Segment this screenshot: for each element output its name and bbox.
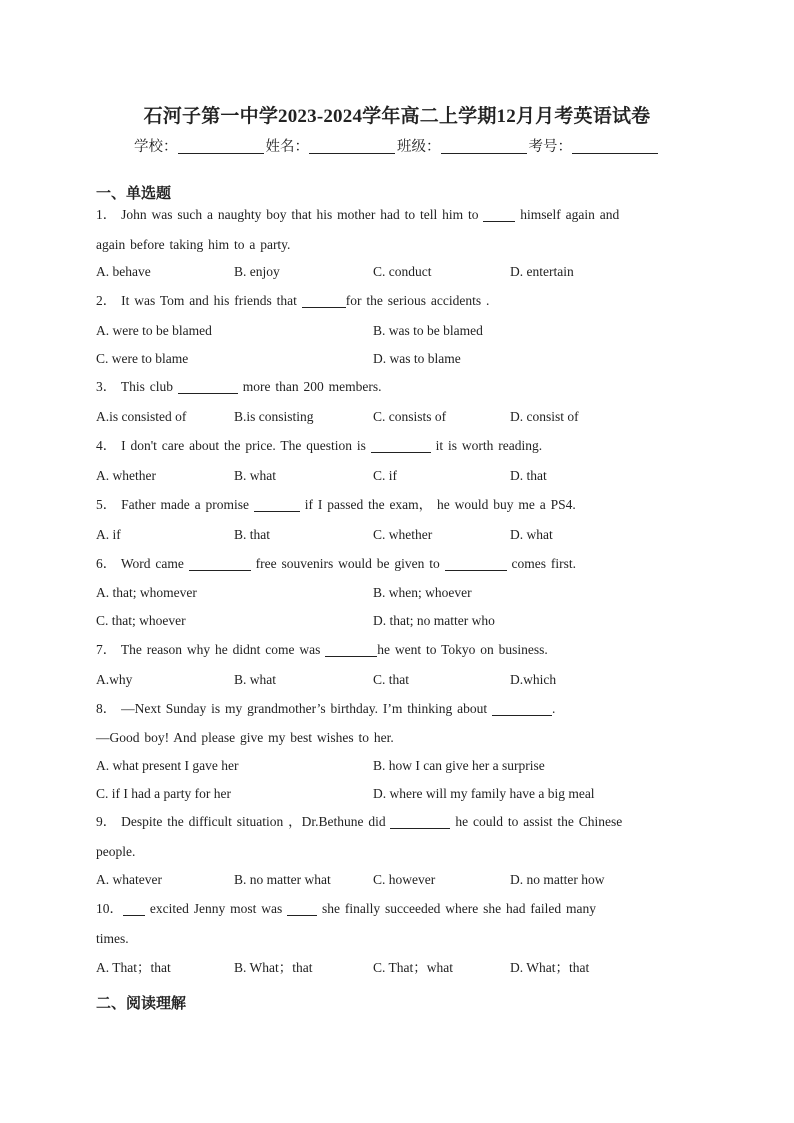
question-number: 8． xyxy=(96,701,117,716)
question-number: 3． xyxy=(96,379,117,394)
question-number: 10． xyxy=(96,901,123,916)
option-a[interactable]: A.why xyxy=(96,672,133,687)
class-label: 班级： xyxy=(397,139,441,155)
class-blank[interactable] xyxy=(441,139,527,154)
question-text: free souvenirs would be given to xyxy=(255,556,440,571)
question-7-stem xyxy=(96,641,696,659)
question-text: more than 200 members. xyxy=(242,379,382,394)
student-info-line xyxy=(0,135,794,156)
option-d[interactable]: D. what xyxy=(510,527,553,542)
option-d[interactable]: D.which xyxy=(510,672,557,687)
question-9-stem-cont: people. xyxy=(96,844,136,859)
answer-blank xyxy=(390,814,450,829)
option-c[interactable]: C. conduct xyxy=(373,264,432,279)
option-d[interactable]: D. that; no matter who xyxy=(373,613,495,628)
school-label: 学校： xyxy=(134,139,178,155)
option-a[interactable]: A. if xyxy=(96,527,121,542)
number-blank[interactable] xyxy=(572,139,658,154)
question-4-stem xyxy=(96,437,696,455)
option-d[interactable]: D. was to blame xyxy=(373,351,461,366)
number-label: 考号： xyxy=(528,139,572,155)
answer-blank xyxy=(123,901,145,916)
option-c[interactable]: C. consists of xyxy=(373,409,447,424)
option-a[interactable]: A. behave xyxy=(96,264,151,279)
question-text: I don't care about the price. The question is xyxy=(121,438,366,453)
question-text: excited Jenny most was xyxy=(149,901,283,916)
school-blank[interactable] xyxy=(178,139,264,154)
question-text: It was Tom and his friends that xyxy=(121,293,297,308)
option-b[interactable]: B. was to be blamed xyxy=(373,323,483,338)
question-6-stem xyxy=(96,555,696,573)
question-3-stem xyxy=(96,378,696,396)
option-b[interactable]: B. how I can give her a surprise xyxy=(373,758,545,773)
option-d[interactable]: D. entertain xyxy=(510,264,574,279)
option-c[interactable]: C. however xyxy=(373,872,436,887)
question-number: 5． xyxy=(96,497,117,512)
option-a[interactable]: A. whether xyxy=(96,468,156,483)
option-d[interactable]: D. no matter how xyxy=(510,872,605,887)
option-d[interactable]: D. where will my family have a big meal xyxy=(373,786,595,801)
answer-blank xyxy=(254,497,300,512)
question-number: 9． xyxy=(96,814,117,829)
question-8-stem xyxy=(96,700,696,718)
question-text: he went to Tokyo on business. xyxy=(377,642,548,657)
answer-blank xyxy=(371,438,431,453)
name-label: 姓名： xyxy=(265,139,309,155)
answer-blank xyxy=(287,901,317,916)
option-b[interactable]: B. no matter what xyxy=(234,872,331,887)
option-b[interactable]: B. enjoy xyxy=(234,264,280,279)
option-d[interactable]: D. that xyxy=(510,468,547,483)
question-text: comes first. xyxy=(511,556,576,571)
answer-blank xyxy=(189,556,251,571)
question-text: —Next Sunday is my grandmother’s birthday. I’m thinking about xyxy=(121,701,488,716)
question-10-stem-cont: times. xyxy=(96,931,129,946)
option-b[interactable]: B. what xyxy=(234,468,276,483)
question-number: 6． xyxy=(96,556,117,571)
option-b[interactable]: B. that xyxy=(234,527,270,542)
question-text: The reason why he didnt come was xyxy=(120,642,321,657)
option-b[interactable]: B. What；that xyxy=(234,960,313,975)
answer-blank xyxy=(483,207,515,222)
question-2-stem xyxy=(96,292,696,310)
question-8-reply: —Good boy! And please give my best wishes to her. xyxy=(96,730,394,745)
question-text: Word came xyxy=(120,556,184,571)
question-text: himself again and xyxy=(520,207,620,222)
question-1-stem xyxy=(96,206,696,224)
option-a[interactable]: A. whatever xyxy=(96,872,162,887)
question-1-stem-cont: again before taking him to a party. xyxy=(96,237,291,252)
question-9-stem xyxy=(96,813,696,831)
answer-blank xyxy=(178,379,238,394)
option-c[interactable]: C. whether xyxy=(373,527,433,542)
question-text: This club xyxy=(120,379,174,394)
section-heading-reading: 二、阅读理解 xyxy=(96,994,187,1012)
option-b[interactable]: B. what xyxy=(234,672,276,687)
question-text: . xyxy=(551,701,556,716)
option-a[interactable]: A. what present I gave her xyxy=(96,758,239,773)
question-text: Father made a promise xyxy=(121,497,249,512)
answer-blank xyxy=(445,556,507,571)
question-number: 1． xyxy=(96,207,117,222)
exam-title: 石河子第一中学2023-2024学年高二上学期12月月考英语试卷 xyxy=(143,106,651,127)
answer-blank xyxy=(302,293,346,308)
option-d[interactable]: D. What；that xyxy=(510,960,590,975)
question-text: for the serious accidents . xyxy=(345,293,490,308)
question-number: 7． xyxy=(96,642,117,657)
option-c[interactable]: C. if xyxy=(373,468,398,483)
question-text: Despite the difficult situation ，Dr.Bethune did xyxy=(121,814,386,829)
option-c[interactable]: C. that xyxy=(373,672,409,687)
option-b[interactable]: B.is consisting xyxy=(234,409,314,424)
answer-blank xyxy=(325,642,377,657)
option-c[interactable]: C. That；what xyxy=(373,960,453,975)
section-heading-single-choice: 一、单选题 xyxy=(96,184,172,202)
question-text: he could to assist the Chinese xyxy=(455,814,623,829)
option-c[interactable]: C. were to blame xyxy=(96,351,189,366)
option-c[interactable]: C. that; whoever xyxy=(96,613,186,628)
name-blank[interactable] xyxy=(309,139,395,154)
option-d[interactable]: D. consist of xyxy=(510,409,579,424)
question-text: John was such a naughty boy that his mother had to tell him to xyxy=(121,207,479,222)
question-text: she finally succeeded where she had failed many xyxy=(321,901,596,916)
option-c[interactable]: C. if I had a party for her xyxy=(96,786,231,801)
option-a[interactable]: A.is consisted of xyxy=(96,409,187,424)
option-a[interactable]: A. That；that xyxy=(96,960,171,975)
answer-blank xyxy=(492,701,552,716)
question-number: 4． xyxy=(96,438,117,453)
question-number: 2． xyxy=(96,293,117,308)
question-text: if I passed the exam， he would buy me a PS4. xyxy=(304,497,576,512)
option-a[interactable]: A. that; whomever xyxy=(96,585,197,600)
question-10-stem xyxy=(96,900,696,918)
question-5-stem xyxy=(96,496,696,514)
question-text: it is worth reading. xyxy=(435,438,543,453)
option-b[interactable]: B. when; whoever xyxy=(373,585,472,600)
option-a[interactable]: A. were to be blamed xyxy=(96,323,212,338)
